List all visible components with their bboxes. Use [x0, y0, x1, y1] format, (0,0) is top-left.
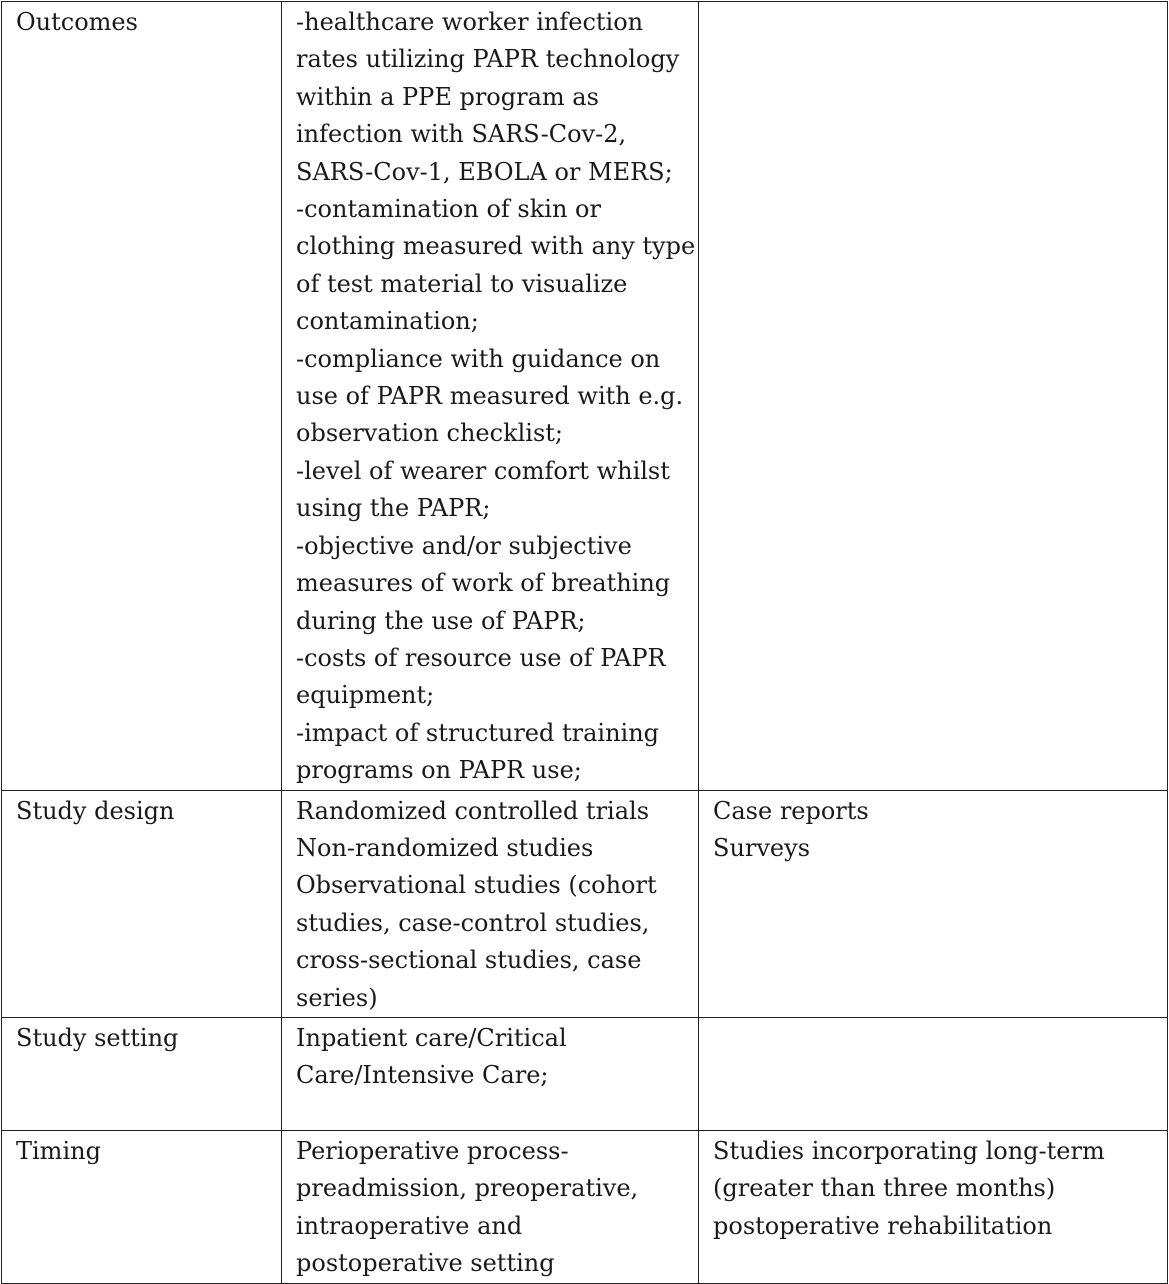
inclusion-line: cross-sectional studies, case [296, 946, 642, 975]
inclusion-line: contamination; [296, 307, 479, 336]
inclusion-line: use of PAPR measured with e.g. [296, 382, 684, 411]
inclusion-line: SARS-Cov-1, EBOLA or MERS; [296, 157, 673, 186]
table-row [2, 2, 1168, 791]
row-label-cell [2, 1017, 282, 1130]
exclusion-line: (greater than three months) [713, 1174, 1056, 1203]
inclusion-line: rates utilizing PAPR technology [296, 45, 680, 74]
inclusion-line: -objective and/or subjective [296, 531, 632, 560]
exclusion-cell [699, 2, 1168, 791]
inclusion-line: using the PAPR; [296, 494, 491, 523]
inclusion-line: clothing measured with any type [296, 232, 696, 261]
inclusion-cell [282, 1130, 699, 1283]
inclusion-line: equipment; [296, 681, 435, 710]
inclusion-cell [282, 2, 699, 791]
inclusion-line: -contamination of skin or [296, 195, 601, 224]
inclusion-line: Randomized controlled trials [296, 796, 650, 825]
inclusion-line: preadmission, preoperative, [296, 1174, 639, 1203]
inclusion-line: infection with SARS-Cov-2, [296, 120, 627, 149]
criteria-table [1, 1, 1168, 1284]
inclusion-line: during the use of PAPR; [296, 606, 586, 635]
inclusion-cell [282, 1017, 699, 1130]
exclusion-line: Studies incorporating long-term [713, 1136, 1105, 1165]
table-row [2, 1017, 1168, 1130]
row-label-cell [2, 790, 282, 1017]
inclusion-line: of test material to visualize [296, 269, 628, 298]
inclusion-line: postoperative setting [296, 1249, 555, 1278]
inclusion-line: -costs of resource use of PAPR [296, 643, 666, 672]
exclusion-cell [699, 1017, 1168, 1130]
inclusion-line: Inpatient care/Critical [296, 1023, 567, 1052]
inclusion-line: Non-randomized studies [296, 833, 594, 862]
inclusion-line: -impact of structured training [296, 718, 660, 747]
inclusion-line: Perioperative process- [296, 1136, 569, 1165]
inclusion-line: measures of work of breathing [296, 569, 671, 598]
table-row [2, 790, 1168, 1017]
inclusion-line: series) [296, 983, 378, 1012]
row-label-cell [2, 1130, 282, 1283]
row-label: Outcomes [16, 8, 138, 36]
inclusion-line: intraoperative and [296, 1211, 523, 1240]
table-row [2, 1130, 1168, 1283]
exclusion-line: postoperative rehabilitation [713, 1211, 1053, 1240]
row-label: Study design [16, 796, 175, 825]
inclusion-cell [282, 790, 699, 1017]
exclusion-line: Surveys [713, 833, 811, 862]
inclusion-line: Observational studies (cohort [296, 871, 657, 900]
row-label: Study setting [16, 1023, 179, 1052]
inclusion-line: -compliance with guidance on [296, 344, 661, 373]
row-label: Timing [16, 1136, 101, 1165]
row-label-cell [2, 2, 282, 791]
inclusion-line: within a PPE program as [296, 82, 599, 111]
inclusion-line: -healthcare worker infection [296, 8, 644, 36]
exclusion-cell [699, 790, 1168, 1017]
exclusion-cell [699, 1130, 1168, 1283]
inclusion-line: programs on PAPR use; [296, 756, 582, 785]
inclusion-line: observation checklist; [296, 419, 564, 448]
inclusion-line: studies, case-control studies, [296, 908, 650, 937]
inclusion-line: -level of wearer comfort whilst [296, 456, 670, 485]
inclusion-line: Care/Intensive Care; [296, 1061, 549, 1090]
exclusion-line: Case reports [713, 796, 869, 825]
